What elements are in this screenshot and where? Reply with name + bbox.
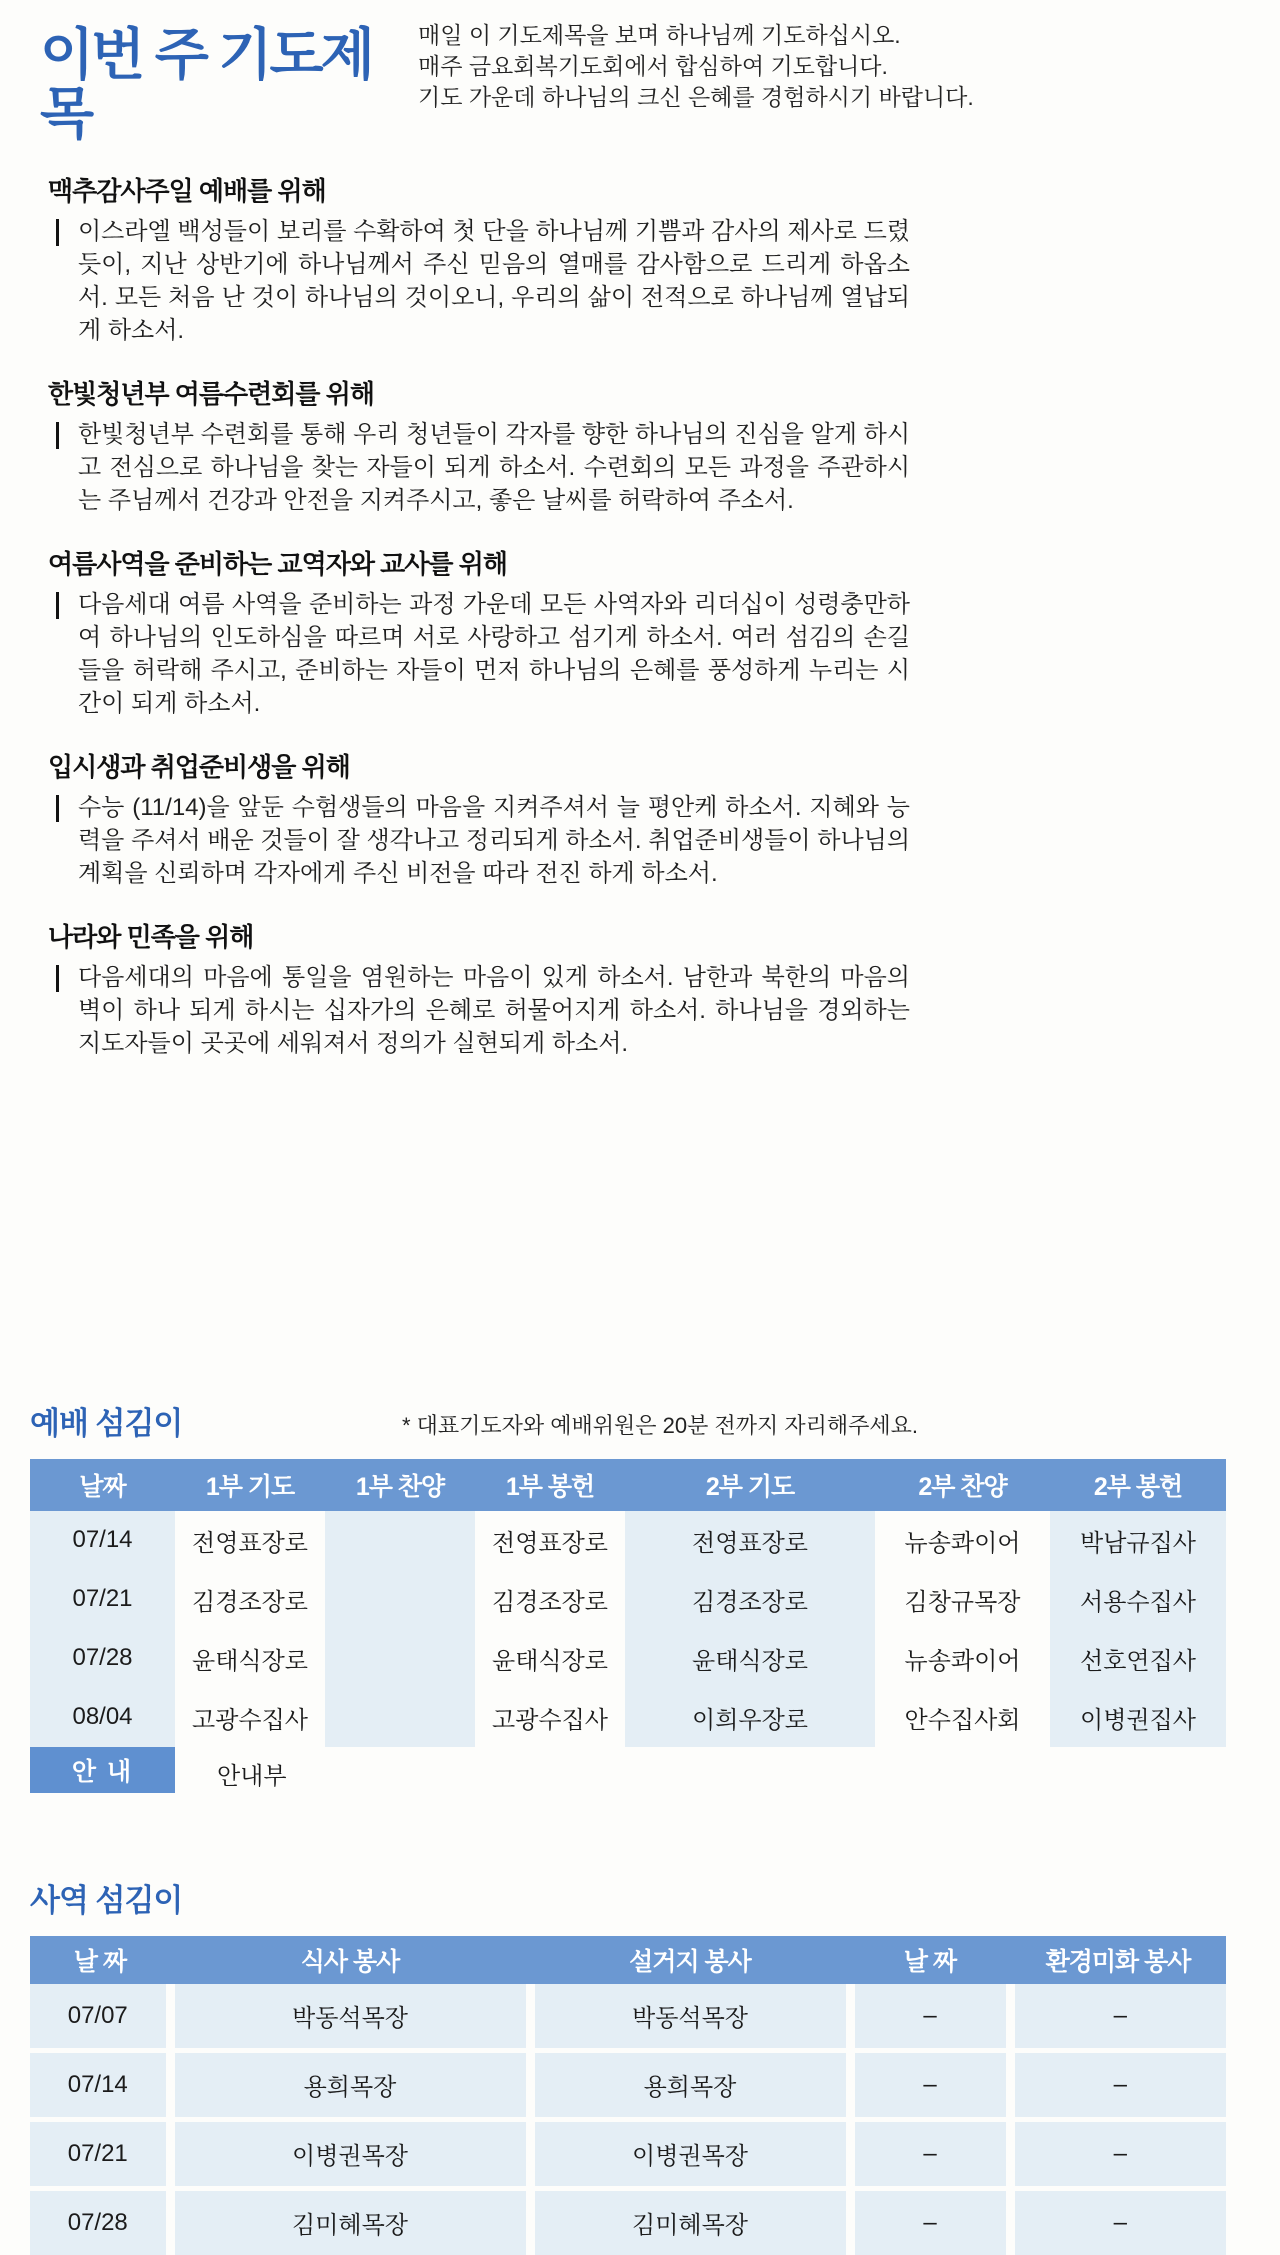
prayer-heading: 입시생과 취업준비생을 위해 — [48, 751, 350, 782]
table-row — [30, 1629, 1226, 1688]
table-cell: 김창규목장 — [904, 1588, 1021, 1616]
prayer-heading: 여름사역을 준비하는 교역자와 교사를 위해 — [48, 548, 507, 579]
info-row — [30, 1747, 1226, 1793]
table-cell: 윤태식장로 — [492, 1647, 608, 1675]
table-cell: – — [1010, 1984, 1226, 2051]
prayer-body: 이스라엘 백성들이 보리를 수확하여 첫 단을 하나님께 기쁨과 감사의 제사로 드렸듯이, 지난 상반기에 하나님께서 주신 믿음의 열매를 감사함으로 드리게 하옵소서. 모든 처음 난 것이 하나님의 것이오니, 우리의 삶이 전적으로 하나님께 열납되게 하소서. — [48, 215, 910, 347]
table-row — [30, 1570, 1226, 1629]
table-cell: 박동석목장 — [530, 1984, 850, 2051]
intro-line: 매일 이 기도제목을 보며 하나님께 기도하십시오. — [418, 22, 901, 48]
worship-servers-header — [30, 1398, 918, 1443]
column-header-2nd-offering: 2부 봉헌 — [1050, 1459, 1226, 1511]
column-header-1st-praise: 1부 찬양 — [325, 1459, 475, 1511]
prayer-heading: 한빛청년부 여름수련회를 위해 — [48, 378, 374, 409]
table-cell: – — [850, 2119, 1010, 2188]
page-title: 이번 주 기도제목 — [40, 23, 372, 145]
page-header — [0, 0, 1280, 144]
worship-servers-note: * 대표기도자와 예배위원은 20분 전까지 자리해주세요. — [402, 1412, 918, 1438]
table-cell: 용희목장 — [530, 2050, 850, 2119]
table-cell: 이병권집사 — [1050, 1688, 1226, 1747]
table-cell: 07/28 — [30, 1629, 175, 1688]
table-cell — [325, 1688, 475, 1747]
table-cell: 박남규집사 — [1050, 1511, 1226, 1570]
table-cell: – — [850, 1984, 1010, 2051]
table-cell: 김경조장로 — [192, 1588, 308, 1616]
table-cell: 뉴송콰이어 — [904, 1529, 1021, 1557]
intro-line: 기도 가운데 하나님의 크신 은혜를 경험하시기 바랍니다. — [418, 84, 974, 110]
prayer-section-nation — [48, 917, 910, 1060]
table-cell: 김미혜목장 — [530, 2188, 850, 2255]
table-cell: 07/07 — [30, 1984, 170, 2051]
table-cell: 김경조장로 — [625, 1570, 875, 1629]
table-cell: – — [1010, 2119, 1226, 2188]
prayer-section-thanksgiving — [48, 171, 910, 347]
table-cell: 전영표장로 — [192, 1529, 308, 1557]
worship-servers-table — [30, 1459, 1226, 1747]
table-cell: 윤태식장로 — [192, 1647, 308, 1675]
info-value: 안내부 — [217, 1762, 287, 1790]
table-cell: – — [850, 2188, 1010, 2255]
table-cell: 고광수집사 — [492, 1706, 608, 1734]
table-cell: 07/21 — [30, 1570, 175, 1629]
prayer-section-youth-retreat — [48, 374, 910, 517]
table-row — [30, 1984, 1226, 2051]
ministry-servers-section — [30, 1875, 1226, 2255]
ministry-servers-table — [30, 1936, 1226, 2255]
prayer-heading: 맥추감사주일 예배를 위해 — [48, 175, 326, 206]
prayer-list — [48, 171, 910, 1060]
table-cell — [325, 1511, 475, 1570]
ministry-servers-header — [30, 1875, 918, 1920]
table-cell: 김미혜목장 — [170, 2188, 530, 2255]
column-header-dish-service: 설거지 봉사 — [530, 1936, 850, 1984]
table-cell: 뉴송콰이어 — [904, 1647, 1021, 1675]
table-row — [30, 1688, 1226, 1747]
table-row — [30, 2188, 1226, 2255]
table-cell: 서용수집사 — [1050, 1570, 1226, 1629]
table-cell: 윤태식장로 — [625, 1629, 875, 1688]
table-cell: 전영표장로 — [625, 1511, 875, 1570]
column-header-cleaning-service: 환경미화 봉사 — [1010, 1936, 1226, 1984]
table-cell: 08/04 — [30, 1688, 175, 1747]
table-cell: – — [1010, 2188, 1226, 2255]
table-cell — [325, 1570, 475, 1629]
worship-servers-title: 예배 섬김이 — [30, 1405, 183, 1441]
info-badge: 안 내 — [30, 1747, 175, 1793]
table-header-row — [30, 1459, 1226, 1511]
table-cell: 07/28 — [30, 2188, 170, 2255]
column-header-2nd-praise: 2부 찬양 — [875, 1459, 1050, 1511]
column-header-1st-offering: 1부 봉헌 — [475, 1459, 625, 1511]
table-cell: 이병권목장 — [170, 2119, 530, 2188]
column-header-date: 날 짜 — [30, 1936, 170, 1984]
column-header-date: 날짜 — [30, 1459, 175, 1511]
table-cell — [325, 1629, 475, 1688]
table-cell: 박동석목장 — [170, 1984, 530, 2051]
table-cell: 고광수집사 — [192, 1706, 308, 1734]
worship-servers-section — [30, 1398, 1226, 1793]
table-header-row — [30, 1936, 1226, 1984]
table-cell: 이희우장로 — [625, 1688, 875, 1747]
table-cell: 이병권목장 — [530, 2119, 850, 2188]
table-cell: 전영표장로 — [492, 1529, 608, 1557]
ministry-servers-title: 사역 섬김이 — [30, 1882, 183, 1918]
table-row — [30, 1511, 1226, 1570]
table-cell: 선호연집사 — [1050, 1629, 1226, 1688]
prayer-body: 한빛청년부 수련회를 통해 우리 청년들이 각자를 향한 하나님의 진심을 알게 하시고 전심으로 하나님을 찾는 자들이 되게 하소서. 수련회의 모든 과정을 주관하시는 주님께서 건강과 안전을 지켜주시고, 좋은 날씨를 허락하여 주소서. — [48, 418, 910, 517]
column-header-1st-prayer: 1부 기도 — [175, 1459, 325, 1511]
column-header-meal-service: 식사 봉사 — [170, 1936, 530, 1984]
prayer-body: 수능 (11/14)을 앞둔 수험생들의 마음을 지켜주셔서 늘 평안케 하소서. 지혜와 능력을 주셔서 배운 것들이 잘 생각나고 정리되게 하소서. 취업준비생들이 하나님의 계획을 신뢰하며 각자에게 주신 비전을 따라 전진 하게 하소서. — [48, 791, 910, 890]
table-cell: 07/21 — [30, 2119, 170, 2188]
table-cell: 안수집사회 — [904, 1706, 1021, 1734]
table-cell: 07/14 — [30, 2050, 170, 2119]
prayer-body: 다음세대 여름 사역을 준비하는 과정 가운데 모든 사역자와 리더십이 성령충만하여 하나님의 인도하심을 따르며 서로 사랑하고 섬기게 하소서. 여러 섬김의 손길들을 허락해 주시고, 준비하는 자들이 먼저 하나님의 은혜를 풍성하게 누리는 시간이 되게 하소서. — [48, 588, 910, 720]
column-header-date-2: 날 짜 — [850, 1936, 1010, 1984]
column-header-2nd-prayer: 2부 기도 — [625, 1459, 875, 1511]
table-cell: 용희목장 — [170, 2050, 530, 2119]
table-cell: 07/14 — [30, 1511, 175, 1570]
intro-text — [418, 18, 974, 113]
prayer-section-students — [48, 747, 910, 890]
table-cell: – — [850, 2050, 1010, 2119]
table-row — [30, 2119, 1226, 2188]
table-row — [30, 2050, 1226, 2119]
prayer-heading: 나라와 민족을 위해 — [48, 921, 254, 952]
table-cell: – — [1010, 2050, 1226, 2119]
prayer-section-summer-ministry — [48, 544, 910, 720]
intro-line: 매주 금요회복기도회에서 합심하여 기도합니다. — [418, 53, 888, 79]
table-cell: 김경조장로 — [492, 1588, 608, 1616]
prayer-body: 다음세대의 마음에 통일을 염원하는 마음이 있게 하소서. 남한과 북한의 마음의 벽이 하나 되게 하시는 십자가의 은혜로 허물어지게 하소서. 하나님을 경외하는 지도자들이 곳곳에 세워져서 정의가 실현되게 하소서. — [48, 961, 910, 1060]
